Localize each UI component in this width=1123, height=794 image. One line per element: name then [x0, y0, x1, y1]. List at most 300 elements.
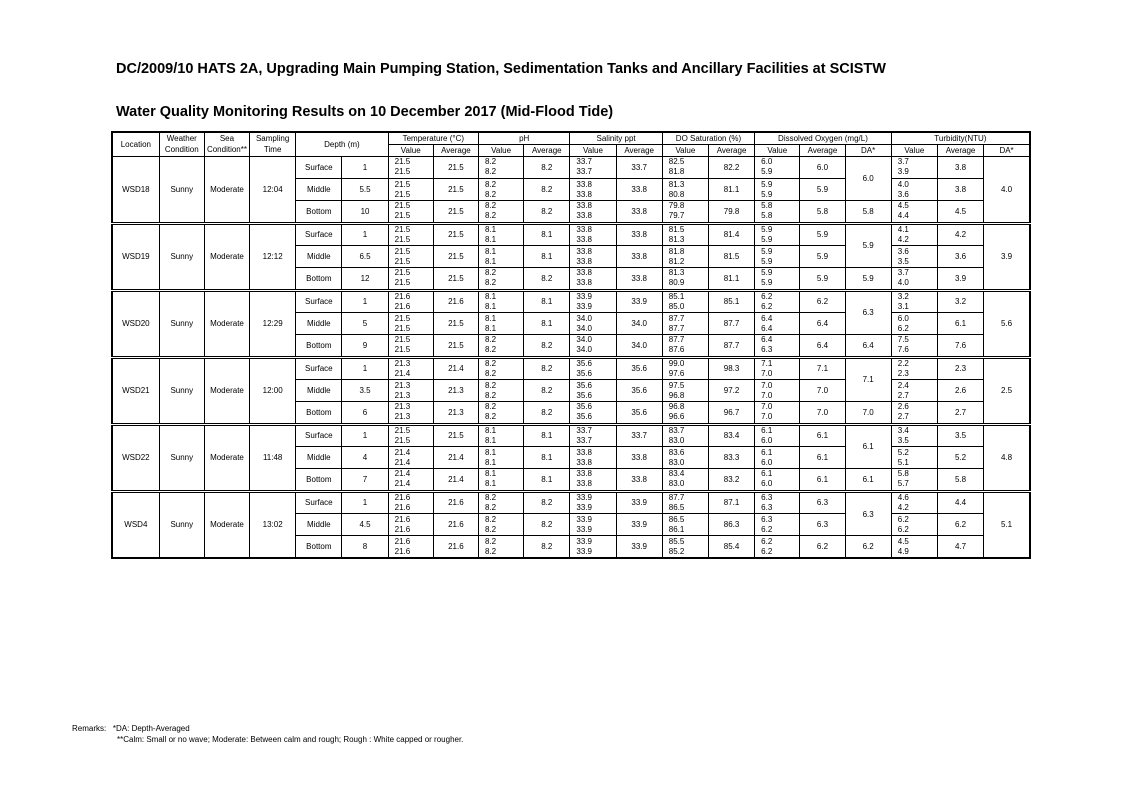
station-location: WSD18: [112, 156, 159, 223]
ph-values-reading-2: 8.2: [485, 502, 497, 512]
ph-values-reading-1: 8.2: [485, 268, 497, 278]
do-saturation-values-reading-1: 81.5: [668, 224, 685, 234]
temperature-values-reading-2: 21.6: [394, 502, 411, 512]
salinity-values-reading-1: 34.0: [576, 335, 592, 345]
do-saturation-average: 85.4: [708, 536, 754, 558]
turbidity-values-reading-2: 4.9: [897, 546, 909, 556]
do-saturation-values-reading-1: 83.7: [668, 425, 685, 435]
salinity-values-reading-1: 33.8: [576, 268, 592, 278]
do-saturation-values-reading-1: 97.5: [668, 380, 685, 390]
subheader-da: DA*: [845, 144, 891, 156]
ph-values-reading-2: 8.2: [485, 524, 497, 534]
do-saturation-values: [662, 223, 708, 245]
ph-values-reading-1: 8.2: [485, 402, 497, 412]
do-saturation-values-reading-1: 87.7: [668, 335, 685, 345]
subheader-da: DA*: [984, 144, 1030, 156]
do-saturation-values-reading-1: 99.0: [668, 358, 685, 368]
table-row: [112, 491, 1030, 513]
temperature-average: 21.6: [433, 491, 478, 513]
temperature-values: [388, 223, 433, 245]
do-saturation-values: [662, 268, 708, 290]
turbidity-values: [891, 245, 937, 267]
temperature-values-reading-1: 21.6: [394, 492, 411, 502]
ph-values-reading-2: 8.1: [485, 323, 497, 333]
subheader-value: Value: [479, 144, 524, 156]
turbidity-average: 2.3: [937, 357, 983, 379]
turbidity-values: [891, 290, 937, 312]
station-weather: Sunny: [159, 290, 204, 357]
dissolved-oxygen-values-reading-1: 7.0: [761, 402, 773, 412]
ph-average: 8.1: [524, 446, 570, 468]
turbidity-values: [891, 178, 937, 200]
do-saturation-values-reading-2: 83.0: [668, 457, 685, 467]
turbidity-values: [891, 201, 937, 223]
do-saturation-values-reading-2: 96.8: [668, 390, 685, 400]
temperature-average: 21.5: [433, 245, 478, 267]
dissolved-oxygen-da: 5.9: [845, 223, 891, 268]
temperature-values: [388, 491, 433, 513]
turbidity-average: 3.9: [937, 268, 983, 290]
ph-values: [479, 491, 524, 513]
dissolved-oxygen-values-reading-1: 6.4: [761, 313, 773, 323]
salinity-values-reading-1: 33.9: [576, 536, 592, 546]
station-location: WSD20: [112, 290, 159, 357]
do-saturation-values: [662, 491, 708, 513]
temperature-values-reading-1: 21.3: [394, 380, 411, 390]
header-temperature: Temperature (°C): [388, 132, 478, 144]
dissolved-oxygen-values-reading-2: 6.3: [761, 502, 773, 512]
salinity-values: [570, 245, 616, 267]
salinity-values-reading-2: 34.0: [576, 345, 592, 355]
do-saturation-average: 82.2: [708, 156, 754, 178]
depth-value: 1: [342, 491, 388, 513]
dissolved-oxygen-values: [755, 357, 800, 379]
ph-average: 8.1: [524, 312, 570, 334]
do-saturation-average: 83.3: [708, 446, 754, 468]
temperature-values-reading-2: 21.5: [394, 323, 411, 333]
temperature-values-reading-1: 21.5: [394, 313, 411, 323]
header-ph: pH: [479, 132, 570, 144]
dissolved-oxygen-values: [755, 201, 800, 223]
do-saturation-values-reading-2: 85.2: [668, 546, 685, 556]
salinity-values-reading-2: 33.9: [576, 524, 592, 534]
depth-level: Surface: [296, 424, 342, 446]
ph-average: 8.2: [524, 178, 570, 200]
temperature-values-reading-2: 21.5: [394, 278, 411, 288]
do-saturation-values-reading-2: 97.6: [668, 368, 685, 378]
temperature-values-reading-2: 21.5: [394, 167, 411, 177]
subheader-value: Value: [662, 144, 708, 156]
do-saturation-values: [662, 156, 708, 178]
depth-value: 7: [342, 469, 388, 491]
ph-values: [479, 357, 524, 379]
header-dissolved-oxygen: Dissolved Oxygen (mg/L): [755, 132, 892, 144]
dissolved-oxygen-values-reading-2: 6.2: [761, 524, 773, 534]
temperature-values: [388, 156, 433, 178]
turbidity-da: 2.5: [984, 357, 1030, 424]
remarks-sea-note: **Calm: Small or no wave; Moderate: Between calm and rough; Rough : White capped or rougher.: [117, 735, 464, 744]
dissolved-oxygen-values-reading-1: 6.3: [761, 514, 773, 524]
salinity-average: 33.8: [616, 245, 662, 267]
do-saturation-values-reading-1: 87.7: [668, 492, 685, 502]
dissolved-oxygen-values: [755, 312, 800, 334]
do-saturation-average: 98.3: [708, 357, 754, 379]
salinity-values-reading-2: 33.8: [576, 457, 592, 467]
do-saturation-values-reading-2: 81.2: [668, 256, 685, 266]
turbidity-values-reading-1: 5.2: [897, 447, 909, 457]
do-saturation-values: [662, 536, 708, 558]
ph-values-reading-1: 8.1: [485, 224, 497, 234]
station-sampling-time: 12:00: [250, 357, 296, 424]
do-saturation-values: [662, 402, 708, 424]
remarks-line-2: [72, 734, 463, 745]
turbidity-values: [891, 223, 937, 245]
dissolved-oxygen-da: 6.4: [845, 335, 891, 357]
ph-values-reading-1: 8.1: [485, 246, 497, 256]
do-saturation-values-reading-1: 79.8: [668, 201, 685, 211]
salinity-values-reading-2: 33.9: [576, 546, 592, 556]
turbidity-average: 3.8: [937, 178, 983, 200]
station-sampling-time: 13:02: [250, 491, 296, 558]
turbidity-values: [891, 335, 937, 357]
depth-level: Middle: [296, 245, 342, 267]
salinity-values: [570, 402, 616, 424]
remarks-line-1: [72, 723, 463, 734]
turbidity-values-reading-1: 4.6: [897, 492, 909, 502]
dissolved-oxygen-values-reading-1: 6.2: [761, 291, 773, 301]
salinity-values-reading-2: 33.7: [576, 167, 592, 177]
dissolved-oxygen-values-reading-1: 5.8: [761, 201, 773, 211]
depth-value: 6: [342, 402, 388, 424]
dissolved-oxygen-average: 6.2: [800, 290, 845, 312]
ph-values-reading-1: 8.2: [485, 201, 497, 211]
table-header: [112, 132, 1030, 156]
temperature-average: 21.5: [433, 312, 478, 334]
salinity-values: [570, 335, 616, 357]
salinity-average: 33.9: [616, 536, 662, 558]
salinity-values-reading-1: 33.9: [576, 492, 592, 502]
temperature-average: 21.5: [433, 335, 478, 357]
station-weather: Sunny: [159, 424, 204, 491]
temperature-values: [388, 536, 433, 558]
ph-values-reading-2: 8.1: [485, 435, 497, 445]
ph-values: [479, 245, 524, 267]
depth-value: 4: [342, 446, 388, 468]
do-saturation-values: [662, 290, 708, 312]
depth-level: Middle: [296, 379, 342, 401]
dissolved-oxygen-average: 6.1: [800, 446, 845, 468]
turbidity-values: [891, 491, 937, 513]
dissolved-oxygen-values: [755, 536, 800, 558]
ph-values-reading-2: 8.1: [485, 457, 497, 467]
do-saturation-values-reading-2: 81.3: [668, 234, 685, 244]
do-saturation-average: 87.7: [708, 335, 754, 357]
do-saturation-values-reading-2: 80.8: [668, 189, 685, 199]
station-sampling-time: 12:29: [250, 290, 296, 357]
ph-values-reading-1: 8.2: [485, 536, 497, 546]
turbidity-values-reading-2: 3.1: [897, 301, 909, 311]
salinity-average: 33.8: [616, 268, 662, 290]
temperature-average: 21.6: [433, 536, 478, 558]
subheader-value: Value: [570, 144, 616, 156]
temperature-average: 21.5: [433, 424, 478, 446]
turbidity-values: [891, 312, 937, 334]
temperature-values-reading-1: 21.6: [394, 536, 411, 546]
salinity-values-reading-1: 33.8: [576, 246, 592, 256]
salinity-average: 33.9: [616, 514, 662, 536]
turbidity-values: [891, 156, 937, 178]
salinity-values: [570, 223, 616, 245]
dissolved-oxygen-average: 6.1: [800, 469, 845, 491]
header-location: Location: [112, 132, 159, 156]
ph-values-reading-2: 8.1: [485, 256, 497, 266]
dissolved-oxygen-values-reading-1: 6.0: [761, 157, 773, 167]
dissolved-oxygen-values-reading-1: 6.3: [761, 492, 773, 502]
depth-level: Surface: [296, 491, 342, 513]
dissolved-oxygen-values: [755, 379, 800, 401]
depth-value: 6.5: [342, 245, 388, 267]
do-saturation-values-reading-2: 87.6: [668, 345, 685, 355]
salinity-values-reading-2: 33.8: [576, 479, 592, 489]
do-saturation-values-reading-2: 83.0: [668, 479, 685, 489]
do-saturation-values-reading-2: 87.7: [668, 323, 685, 333]
dissolved-oxygen-values-reading-2: 5.9: [761, 234, 773, 244]
ph-average: 8.2: [524, 514, 570, 536]
ph-values-reading-1: 8.2: [485, 358, 497, 368]
turbidity-values-reading-2: 6.2: [897, 524, 909, 534]
do-saturation-average: 96.7: [708, 402, 754, 424]
salinity-average: 34.0: [616, 312, 662, 334]
dissolved-oxygen-da: 6.3: [845, 290, 891, 335]
temperature-average: 21.3: [433, 402, 478, 424]
temperature-values-reading-2: 21.5: [394, 189, 411, 199]
temperature-average: 21.5: [433, 178, 478, 200]
station-sampling-time: 12:04: [250, 156, 296, 223]
do-saturation-values-reading-1: 96.8: [668, 402, 685, 412]
temperature-values-reading-2: 21.4: [394, 368, 411, 378]
ph-values-reading-2: 8.2: [485, 390, 497, 400]
ph-average: 8.1: [524, 424, 570, 446]
subheader-average: Average: [616, 144, 662, 156]
salinity-values-reading-2: 33.7: [576, 435, 592, 445]
turbidity-da: 4.0: [984, 156, 1030, 223]
do-saturation-average: 79.8: [708, 201, 754, 223]
salinity-average: 35.6: [616, 357, 662, 379]
temperature-values-reading-2: 21.4: [394, 457, 411, 467]
station-weather: Sunny: [159, 491, 204, 558]
temperature-values-reading-1: 21.5: [394, 179, 411, 189]
salinity-values-reading-1: 33.8: [576, 224, 592, 234]
depth-level: Middle: [296, 446, 342, 468]
temperature-values-reading-1: 21.4: [394, 469, 411, 479]
temperature-values-reading-1: 21.5: [394, 224, 411, 234]
table-subtitle: Water Quality Monitoring Results on 10 December 2017 (Mid-Flood Tide): [116, 104, 614, 120]
temperature-values-reading-1: 21.5: [394, 246, 411, 256]
dissolved-oxygen-values-reading-1: 5.9: [761, 224, 773, 234]
dissolved-oxygen-da: 6.3: [845, 491, 891, 536]
station-location: WSD22: [112, 424, 159, 491]
station-sea-condition: Moderate: [204, 357, 249, 424]
dissolved-oxygen-average: 5.9: [800, 268, 845, 290]
salinity-values: [570, 268, 616, 290]
ph-values-reading-1: 8.2: [485, 335, 497, 345]
salinity-values-reading-1: 35.6: [576, 402, 592, 412]
salinity-values-reading-2: 33.8: [576, 234, 592, 244]
temperature-values: [388, 312, 433, 334]
temperature-values: [388, 335, 433, 357]
temperature-values-reading-2: 21.3: [394, 412, 411, 422]
dissolved-oxygen-values-reading-2: 6.0: [761, 457, 773, 467]
do-saturation-average: 87.1: [708, 491, 754, 513]
salinity-values-reading-2: 33.9: [576, 502, 592, 512]
dissolved-oxygen-average: 6.4: [800, 312, 845, 334]
do-saturation-average: 83.4: [708, 424, 754, 446]
turbidity-average: 3.6: [937, 245, 983, 267]
salinity-values-reading-1: 33.7: [576, 157, 592, 167]
temperature-values-reading-2: 21.6: [394, 301, 411, 311]
do-saturation-values: [662, 469, 708, 491]
turbidity-values: [891, 402, 937, 424]
turbidity-average: 4.5: [937, 201, 983, 223]
do-saturation-values-reading-1: 86.5: [668, 514, 685, 524]
turbidity-values: [891, 424, 937, 446]
salinity-values-reading-1: 33.8: [576, 201, 592, 211]
remarks-label: Remarks:: [72, 724, 107, 733]
temperature-average: 21.5: [433, 223, 478, 245]
salinity-average: 33.9: [616, 491, 662, 513]
turbidity-values-reading-2: 5.1: [897, 457, 909, 467]
ph-values: [479, 335, 524, 357]
depth-value: 1: [342, 156, 388, 178]
ph-values-reading-1: 8.1: [485, 469, 497, 479]
turbidity-values: [891, 469, 937, 491]
depth-level: Bottom: [296, 268, 342, 290]
salinity-values-reading-2: 33.8: [576, 278, 592, 288]
turbidity-average: 4.7: [937, 536, 983, 558]
table-row: [112, 424, 1030, 446]
temperature-values: [388, 402, 433, 424]
turbidity-values-reading-1: 6.0: [897, 313, 909, 323]
temperature-values: [388, 290, 433, 312]
ph-values-reading-2: 8.2: [485, 368, 497, 378]
do-saturation-average: 87.7: [708, 312, 754, 334]
dissolved-oxygen-values-reading-1: 7.1: [761, 358, 773, 368]
do-saturation-values-reading-1: 87.7: [668, 313, 685, 323]
dissolved-oxygen-values: [755, 178, 800, 200]
table-row: [112, 156, 1030, 178]
do-saturation-average: 81.1: [708, 268, 754, 290]
turbidity-values-reading-2: 3.5: [897, 435, 909, 445]
ph-average: 8.2: [524, 156, 570, 178]
turbidity-values-reading-2: 3.9: [897, 167, 909, 177]
salinity-average: 33.9: [616, 290, 662, 312]
header-sea: [204, 132, 249, 156]
depth-level: Surface: [296, 223, 342, 245]
header-depth: Depth (m): [296, 132, 388, 156]
ph-average: 8.2: [524, 536, 570, 558]
salinity-values-reading-1: 33.9: [576, 514, 592, 524]
turbidity-values-reading-1: 3.4: [897, 425, 909, 435]
turbidity-values: [891, 268, 937, 290]
salinity-average: 33.7: [616, 156, 662, 178]
do-saturation-values: [662, 357, 708, 379]
header-salinity: Salinity ppt: [570, 132, 662, 144]
do-saturation-values: [662, 312, 708, 334]
do-saturation-values-reading-2: 83.0: [668, 435, 685, 445]
turbidity-values-reading-1: 7.5: [897, 335, 909, 345]
salinity-values: [570, 357, 616, 379]
turbidity-average: 6.2: [937, 514, 983, 536]
document-title: DC/2009/10 HATS 2A, Upgrading Main Pumping Station, Sedimentation Tanks and Ancillary Facilities at SCISTW: [116, 61, 886, 77]
ph-values-reading-1: 8.2: [485, 492, 497, 502]
do-saturation-values: [662, 201, 708, 223]
turbidity-values-reading-1: 3.2: [897, 291, 909, 301]
do-saturation-values: [662, 178, 708, 200]
salinity-values-reading-1: 33.7: [576, 425, 592, 435]
temperature-values-reading-1: 21.5: [394, 335, 411, 345]
salinity-values: [570, 290, 616, 312]
salinity-average: 35.6: [616, 402, 662, 424]
do-saturation-values-reading-1: 83.6: [668, 447, 685, 457]
ph-values-reading-2: 8.1: [485, 234, 497, 244]
temperature-values: [388, 514, 433, 536]
dissolved-oxygen-values: [755, 268, 800, 290]
dissolved-oxygen-average: 5.9: [800, 245, 845, 267]
dissolved-oxygen-values-reading-1: 6.2: [761, 536, 773, 546]
do-saturation-values-reading-2: 96.6: [668, 412, 685, 422]
temperature-values-reading-2: 21.4: [394, 479, 411, 489]
salinity-values-reading-2: 35.6: [576, 412, 592, 422]
do-saturation-average: 81.1: [708, 178, 754, 200]
ph-values-reading-2: 8.2: [485, 167, 497, 177]
turbidity-da: 4.8: [984, 424, 1030, 491]
temperature-average: 21.4: [433, 446, 478, 468]
dissolved-oxygen-average: 7.0: [800, 379, 845, 401]
salinity-values-reading-2: 33.8: [576, 189, 592, 199]
salinity-values: [570, 178, 616, 200]
salinity-values-reading-1: 33.8: [576, 179, 592, 189]
salinity-values-reading-1: 35.6: [576, 358, 592, 368]
ph-average: 8.1: [524, 223, 570, 245]
dissolved-oxygen-values-reading-2: 6.0: [761, 435, 773, 445]
dissolved-oxygen-values-reading-1: 5.9: [761, 246, 773, 256]
temperature-values-reading-1: 21.6: [394, 291, 411, 301]
ph-values-reading-2: 8.2: [485, 211, 497, 221]
turbidity-average: 5.2: [937, 446, 983, 468]
temperature-values: [388, 268, 433, 290]
ph-values: [479, 469, 524, 491]
dissolved-oxygen-average: 6.2: [800, 536, 845, 558]
ph-values-reading-2: 8.2: [485, 546, 497, 556]
depth-value: 9: [342, 335, 388, 357]
temperature-values-reading-1: 21.5: [394, 201, 411, 211]
ph-average: 8.1: [524, 245, 570, 267]
remarks: [72, 723, 463, 745]
header-turbidity: Turbidity(NTU): [891, 132, 1030, 144]
do-saturation-average: 83.2: [708, 469, 754, 491]
dissolved-oxygen-average: 6.4: [800, 335, 845, 357]
turbidity-da: 3.9: [984, 223, 1030, 290]
turbidity-values-reading-2: 2.7: [897, 390, 909, 400]
salinity-average: 33.8: [616, 223, 662, 245]
salinity-values: [570, 491, 616, 513]
do-saturation-values-reading-2: 79.7: [668, 211, 685, 221]
turbidity-average: 7.6: [937, 335, 983, 357]
salinity-values: [570, 312, 616, 334]
do-saturation-values: [662, 514, 708, 536]
turbidity-average: 6.1: [937, 312, 983, 334]
dissolved-oxygen-average: 5.9: [800, 223, 845, 245]
